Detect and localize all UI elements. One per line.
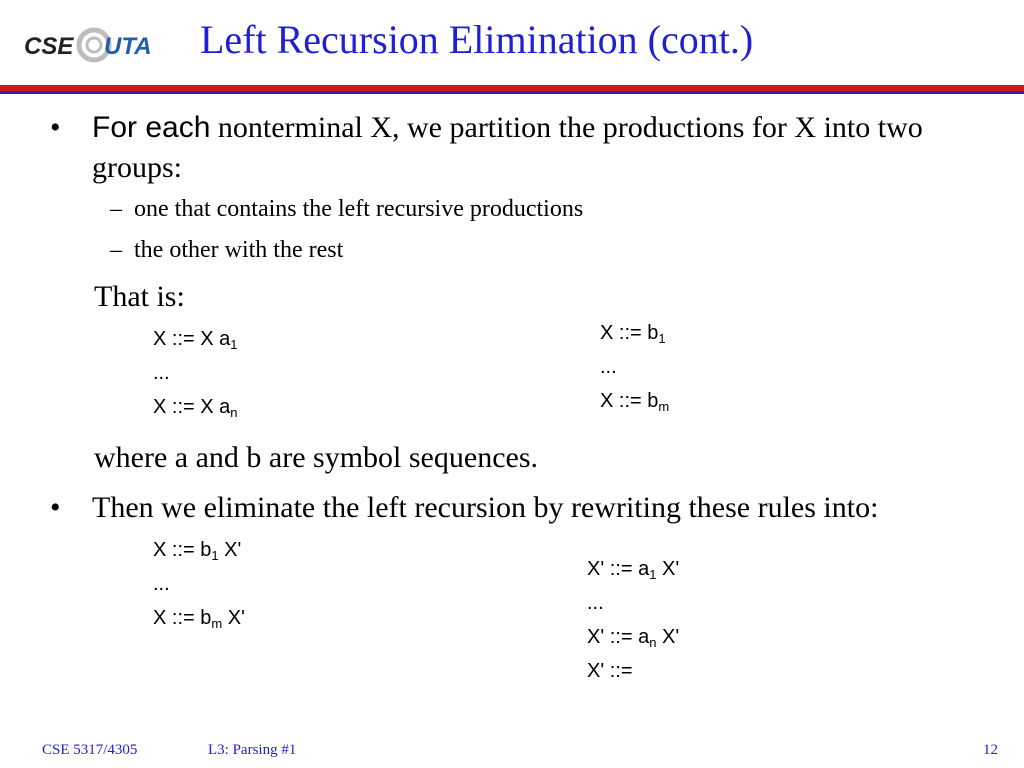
footer-page-number: 12 bbox=[983, 742, 998, 758]
production-line: ... bbox=[153, 362, 170, 384]
where-note: where a and b are symbol sequences. bbox=[94, 441, 538, 474]
production-line: X' ::= $a_1$ X' bbox=[587, 558, 680, 582]
bullet-text: Then we eliminate the left recursion by rewriting these rules into: bbox=[92, 491, 879, 524]
bullet-prefix: For each bbox=[92, 111, 211, 144]
title-divider bbox=[0, 85, 1024, 95]
production-line: X ::= $b_1$ bbox=[600, 322, 666, 346]
non-recursive-productions bbox=[600, 316, 669, 418]
subbullet-rest: – the other with the rest bbox=[110, 237, 344, 263]
production-line: ... bbox=[587, 592, 604, 614]
left-recursive-productions bbox=[153, 322, 238, 424]
production-line: X ::= $b_m$ bbox=[600, 390, 670, 414]
production-line: X ::= $b_1$ X' bbox=[153, 539, 242, 563]
production-line: X ::= X $a_n$ bbox=[153, 396, 238, 420]
footer-lecture: L3: Parsing #1 bbox=[208, 742, 297, 758]
rewritten-x-productions bbox=[153, 533, 245, 635]
footer-course: CSE 5317/4305 bbox=[42, 742, 138, 758]
production-line: X ::= $b_m$ X' bbox=[153, 607, 245, 631]
production-line: X' ::= bbox=[587, 660, 633, 682]
production-line: X ::= X $a_1$ bbox=[153, 328, 238, 352]
logo-text-cse: CSE bbox=[24, 33, 74, 60]
logo-text-uta: UTA bbox=[104, 33, 152, 60]
rewritten-xprime-productions bbox=[587, 552, 679, 688]
bullet-text: nonterminal X, we partition the productions for X into two groups: bbox=[92, 111, 923, 184]
cse-uta-logo bbox=[22, 22, 162, 66]
subbullet-left-recursive: – one that contains the left recursive productions bbox=[110, 196, 584, 222]
production-line: ... bbox=[600, 356, 617, 378]
production-line: ... bbox=[153, 573, 170, 595]
that-is-label: That is: bbox=[94, 280, 185, 313]
bullet-partition bbox=[50, 108, 1000, 188]
bullet-dot: • bbox=[50, 111, 61, 144]
production-line: X' ::= $a_n$ X' bbox=[587, 626, 680, 650]
slide-title: Left Recursion Elimination (cont.) bbox=[200, 17, 754, 62]
bullet-eliminate bbox=[50, 488, 1000, 528]
bullet-dot: • bbox=[50, 491, 61, 524]
